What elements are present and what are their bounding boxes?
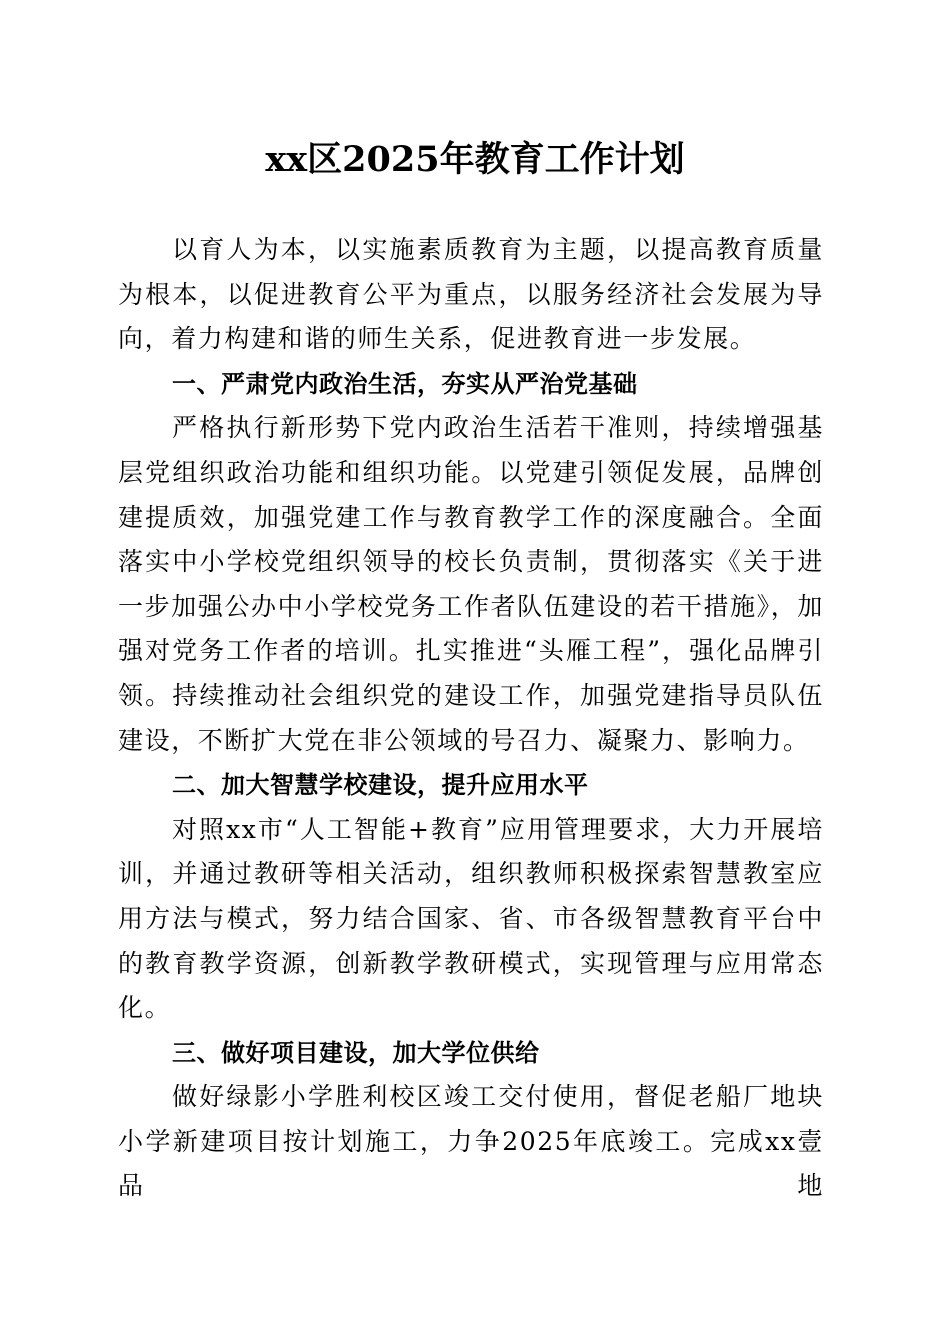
- section-2-heading: 二、加大智慧学校建设，提升应用水平: [172, 771, 589, 800]
- document-title: xx区2025年教育工作计划: [265, 139, 685, 180]
- intro-paragraph: 以育人为本，以实施素质教育为主题，以提高教育质量为根本，以促进教育公平为重点，以服务经济社会发展为导向，着力构建和谐的师生关系，促进教育进一步发展。: [118, 235, 824, 354]
- section-2-body: 对照xx市“人工智能+教育”应用管理要求，大力开展培训，并通过教研等相关活动，组织教师积极探索智慧教室应用方法与模式，努力结合国家、省、市各级智慧教育平台中的教育教学资源，创新教学教研模式，实现管理与应用常态化。: [118, 814, 824, 1023]
- section-3-body: 做好绿影小学胜利校区竣工交付使用，督促老船厂地块小学新建项目按计划施工，力争2025年底竣工。完成xx壹品地: [118, 1082, 824, 1201]
- section-1-heading: 一、严肃党内政治生活，夯实从严治党基础: [172, 369, 638, 398]
- section-3-heading: 三、做好项目建设，加大学位供给: [172, 1038, 540, 1067]
- section-1-body: 严格执行新形势下党内政治生活若干准则，持续增强基层党组织政治功能和组织功能。以党建引领促发展，品牌创建提质效，加强党建工作与教育教学工作的深度融合。全面落实中小学校党组织领导的校长负责制，贯彻落实《关于进一步加强公办中小学校党务工作者队伍建设的若干措施》，加强对党务工作者的培训。扎实推进“头雁工程”，强化品牌引领。持续推动社会组织党的建设工作，加强党建指导员队伍建设，不断扩大党在非公领域的号召力、凝聚力、影响力。: [118, 413, 824, 755]
- document-body: [118, 228, 824, 1209]
